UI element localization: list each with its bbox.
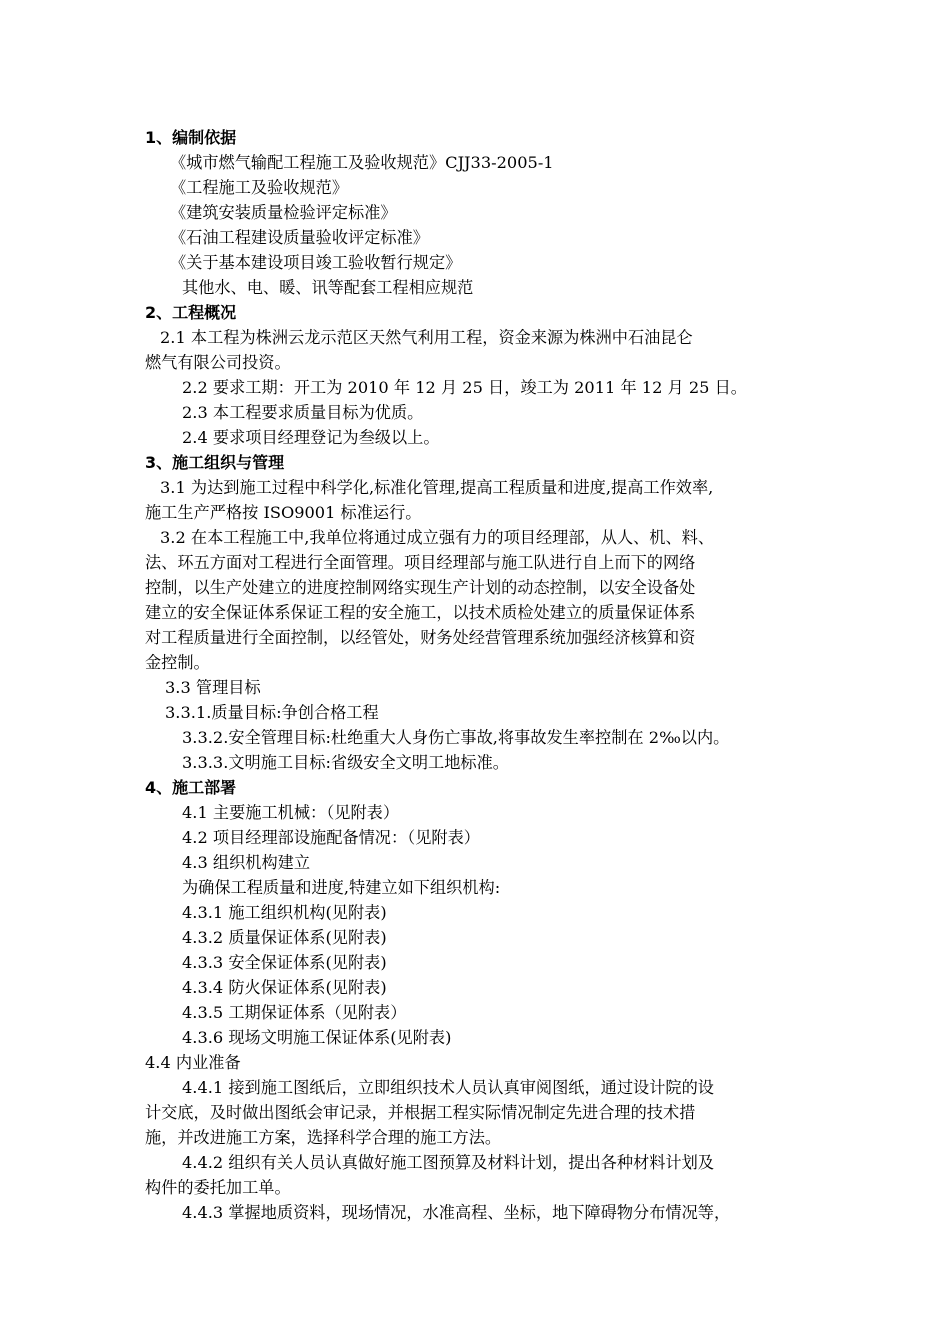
paragraph-line: 4.1 主要施工机械：（见附表） xyxy=(182,803,400,822)
subsection-title: 3.3 管理目标 xyxy=(165,678,261,697)
paragraph-line: 2.1 本工程为株洲云龙示范区天然气利用工程，资金来源为株洲中石油昆仑 xyxy=(160,328,693,347)
basis-item: 其他水、电、暖、讯等配套工程相应规范 xyxy=(182,278,474,297)
org-item: 4.3.6 现场文明施工保证体系(见附表) xyxy=(182,1028,452,1047)
paragraph-line: 4.2 项目经理部设施配备情况：（见附表） xyxy=(182,828,480,847)
section-heading-4: 4、施工部署 xyxy=(145,778,237,797)
paragraph-line: 4.4.2 组织有关人员认真做好施工图预算及材料计划，提出各种材料计划及 xyxy=(182,1153,714,1172)
paragraph-line: 构件的委托加工单。 xyxy=(145,1178,291,1197)
section-heading-2: 2、工程概况 xyxy=(145,303,237,322)
paragraph-line: 法、环五方面对工程进行全面管理。项目经理部与施工队进行自上而下的网络 xyxy=(145,553,696,572)
basis-item: 《城市燃气输配工程施工及验收规范》CJJ33-2005-1 xyxy=(170,153,554,172)
paragraph-line: 2.3 本工程要求质量目标为优质。 xyxy=(182,403,424,422)
basis-item: 《工程施工及验收规范》 xyxy=(170,178,349,197)
paragraph-line: 4.4.1 接到施工图纸后，立即组织技术人员认真审阅图纸，通过设计院的设 xyxy=(182,1078,714,1097)
paragraph-line: 3.3.3.文明施工目标:省级安全文明工地标准。 xyxy=(182,753,509,772)
section-heading-1: 1、编制依据 xyxy=(145,128,237,147)
basis-item: 《石油工程建设质量验收评定标准》 xyxy=(170,228,429,247)
org-item: 4.3.4 防火保证体系(见附表) xyxy=(182,978,387,997)
paragraph-line: 为确保工程质量和进度,特建立如下组织机构: xyxy=(182,878,501,897)
paragraph-line: 金控制。 xyxy=(145,653,210,672)
org-item: 4.3.3 安全保证体系(见附表) xyxy=(182,953,387,972)
subsection-title: 4.4 内业准备 xyxy=(145,1053,241,1072)
paragraph-line: 燃气有限公司投资。 xyxy=(145,353,291,372)
paragraph-line: 3.3.1.质量目标:争创合格工程 xyxy=(165,703,379,722)
paragraph-line: 3.2 在本工程施工中,我单位将通过成立强有力的项目经理部，从人、机、料、 xyxy=(160,528,715,547)
paragraph-line: 控制，以生产处建立的进度控制网络实现生产计划的动态控制，以安全设备处 xyxy=(145,578,696,597)
paragraph-line: 3.3.2.安全管理目标:杜绝重大人身伤亡事故,将事故发生率控制在 2‰以内。 xyxy=(182,728,730,747)
basis-item: 《建筑安装质量检验评定标准》 xyxy=(170,203,397,222)
org-item: 4.3.5 工期保证体系（见附表） xyxy=(182,1003,407,1022)
paragraph-line: 计交底，及时做出图纸会审记录，并根据工程实际情况制定先进合理的技术措 xyxy=(145,1103,696,1122)
org-item: 4.3.1 施工组织机构(见附表) xyxy=(182,903,387,922)
section-heading-3: 3、施工组织与管理 xyxy=(145,453,285,472)
paragraph-line: 2.4 要求项目经理登记为叁级以上。 xyxy=(182,428,440,447)
paragraph-line: 3.1 为达到施工过程中科学化,标准化管理,提高工程质量和进度,提高工作效率, xyxy=(160,478,714,497)
paragraph-line: 施，并改进施工方案，选择科学合理的施工方法。 xyxy=(145,1128,502,1147)
subsection-title: 4.3 组织机构建立 xyxy=(182,853,311,872)
paragraph-line: 建立的安全保证体系保证工程的安全施工，以技术质检处建立的质量保证体系 xyxy=(145,603,696,622)
paragraph-line: 4.4.3 掌握地质资料，现场情况，水准高程、坐标，地下障碍物分布情况等， xyxy=(182,1203,731,1222)
paragraph-line: 2.2 要求工期：开工为 2010 年 12 月 25 日，竣工为 2011 年 12 月 25 日。 xyxy=(182,378,747,397)
paragraph-line: 施工生产严格按 ISO9001 标准运行。 xyxy=(145,503,422,522)
basis-item: 《关于基本建设项目竣工验收暂行规定》 xyxy=(170,253,462,272)
paragraph-line: 对工程质量进行全面控制，以经管处，财务处经营管理系统加强经济核算和资 xyxy=(145,628,696,647)
org-item: 4.3.2 质量保证体系(见附表) xyxy=(182,928,387,947)
